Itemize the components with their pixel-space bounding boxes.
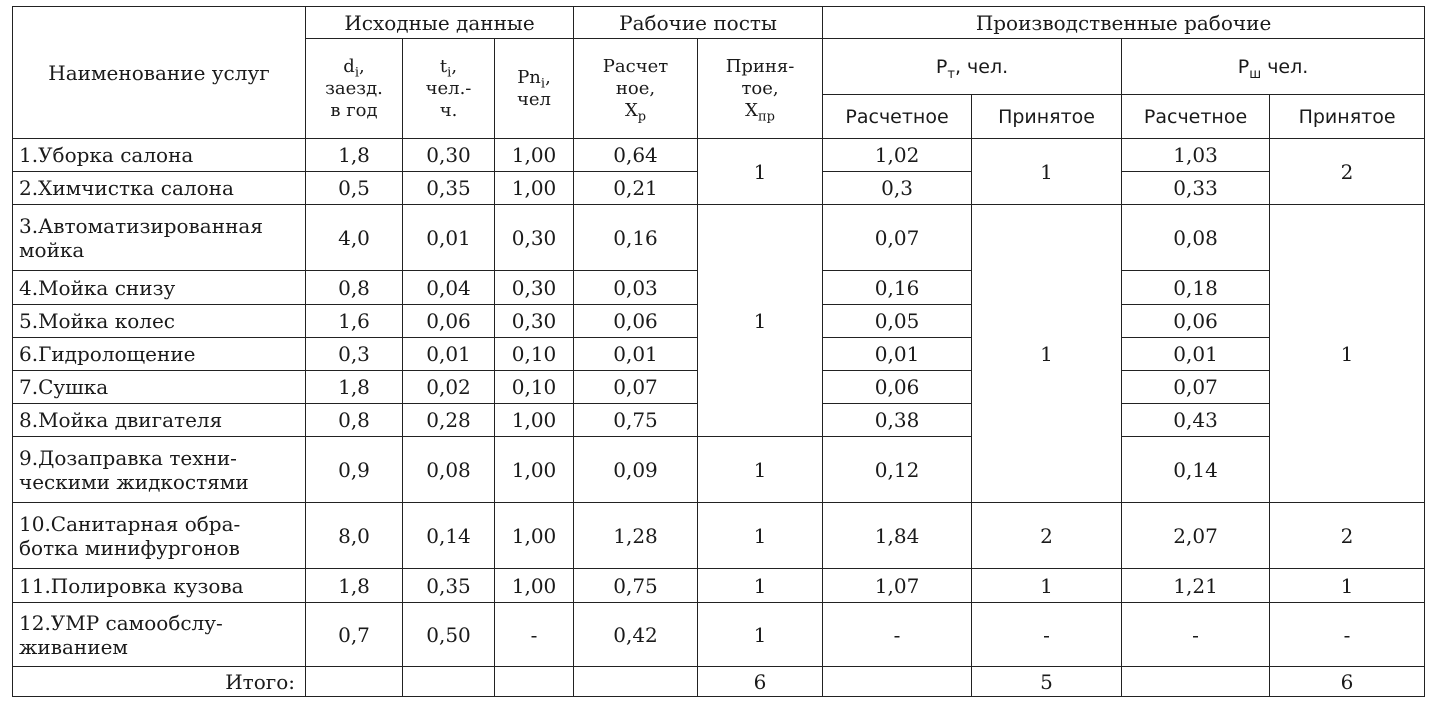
service-name: 8.Мойка двигателя: [13, 404, 306, 437]
cell-xp: 0,01: [574, 338, 698, 371]
cell-xpr-merged: 1: [698, 139, 823, 205]
cell-pt-calc: 0,05: [823, 305, 972, 338]
table-row: [13, 205, 1425, 271]
cell-pni: 0,30: [495, 305, 574, 338]
total-label: Итого:: [13, 667, 306, 697]
cell-pt-acc: -: [972, 603, 1122, 667]
cell-psh-calc: 0,18: [1122, 271, 1270, 305]
total-cell-pni: [495, 667, 574, 697]
total-cell-di: [306, 667, 403, 697]
cell-xpr-merged: 1: [698, 205, 823, 437]
cell-di: 0,8: [306, 404, 403, 437]
cell-xpr: 1: [698, 603, 823, 667]
services-table: [12, 6, 1425, 697]
cell-xpr: 1: [698, 569, 823, 603]
service-name: 3.Автоматизированная мойка: [13, 205, 306, 271]
service-name: 7.Сушка: [13, 371, 306, 404]
cell-pni: 1,00: [495, 404, 574, 437]
cell-pni: 0,30: [495, 205, 574, 271]
service-name: 11.Полировка кузова: [13, 569, 306, 603]
cell-xp: 0,75: [574, 569, 698, 603]
header-di: $d_i$, заезд. в год: [306, 39, 403, 139]
cell-di: 0,7: [306, 603, 403, 667]
cell-ti: 0,04: [403, 271, 495, 305]
cell-ti: 0,08: [403, 437, 495, 503]
total-psh-acc: 6: [1270, 667, 1425, 697]
cell-psh-acc-merged: 1: [1270, 205, 1425, 503]
cell-di: 0,3: [306, 338, 403, 371]
cell-pt-acc: 2: [972, 503, 1122, 569]
cell-psh-calc: 2,07: [1122, 503, 1270, 569]
cell-pni: 1,00: [495, 172, 574, 205]
cell-xpr: 1: [698, 437, 823, 503]
table-row: [13, 437, 1425, 503]
header-pni: $Pn_i$, чел: [495, 39, 574, 139]
cell-di: 1,8: [306, 139, 403, 172]
cell-di: 1,8: [306, 371, 403, 404]
header-ti: $t_i$, чел.- ч.: [403, 39, 495, 139]
cell-ti: 0,06: [403, 305, 495, 338]
header-source-data: Исходные данные: [306, 7, 574, 39]
header-psh-calculated: Расчетное: [1122, 95, 1270, 139]
table-row: [13, 139, 1425, 172]
cell-xp: 0,16: [574, 205, 698, 271]
table-row: [13, 503, 1425, 569]
cell-xp: 0,75: [574, 404, 698, 437]
header-pt-accepted: Принятое: [972, 95, 1122, 139]
cell-xp: 0,03: [574, 271, 698, 305]
cell-psh-calc: -: [1122, 603, 1270, 667]
cell-psh-calc: 1,03: [1122, 139, 1270, 172]
cell-pt-calc: 0,06: [823, 371, 972, 404]
cell-ti: 0,30: [403, 139, 495, 172]
table-row: [13, 603, 1425, 667]
total-xpr: 6: [698, 667, 823, 697]
cell-psh-calc: 0,07: [1122, 371, 1270, 404]
service-name: 1.Уборка салона: [13, 139, 306, 172]
cell-xp: 0,06: [574, 305, 698, 338]
cell-di: 1,6: [306, 305, 403, 338]
cell-pt-acc-merged: 1: [972, 139, 1122, 205]
total-cell-psh-calc: [1122, 667, 1270, 697]
cell-ti: 0,14: [403, 503, 495, 569]
cell-pt-calc: 0,3: [823, 172, 972, 205]
cell-pni: 1,00: [495, 503, 574, 569]
cell-pt-calc: 0,12: [823, 437, 972, 503]
cell-pt-calc: 1,02: [823, 139, 972, 172]
total-pt-acc: 5: [972, 667, 1122, 697]
cell-pni: 1,00: [495, 437, 574, 503]
service-name: 5.Мойка колес: [13, 305, 306, 338]
table-row: [13, 569, 1425, 603]
cell-pt-calc: 1,84: [823, 503, 972, 569]
cell-pni: 1,00: [495, 139, 574, 172]
cell-di: 0,5: [306, 172, 403, 205]
cell-psh-acc: -: [1270, 603, 1425, 667]
service-name: 12.УМР самообслу- живанием: [13, 603, 306, 667]
cell-psh-calc: 0,33: [1122, 172, 1270, 205]
cell-psh-calc: 0,08: [1122, 205, 1270, 271]
cell-psh-calc: 1,21: [1122, 569, 1270, 603]
cell-di: 4,0: [306, 205, 403, 271]
service-name: 2.Химчистка салона: [13, 172, 306, 205]
header-pt-calculated: Расчетное: [823, 95, 972, 139]
header-production-workers: Производственные рабочие: [823, 7, 1425, 39]
cell-xpr: 1: [698, 503, 823, 569]
cell-pt-calc: 0,07: [823, 205, 972, 271]
total-row: [13, 667, 1425, 697]
cell-ti: 0,50: [403, 603, 495, 667]
cell-pni: 0,10: [495, 371, 574, 404]
cell-pt-calc: 0,16: [823, 271, 972, 305]
cell-psh-acc-merged: 2: [1270, 139, 1425, 205]
service-name: 6.Гидролощение: [13, 338, 306, 371]
cell-pt-acc-merged: 1: [972, 205, 1122, 503]
cell-ti: 0,01: [403, 338, 495, 371]
header-psh-workers: $P_ш$ чел.: [1122, 39, 1425, 95]
cell-xp: 0,09: [574, 437, 698, 503]
cell-xp: 0,07: [574, 371, 698, 404]
service-name: 9.Дозаправка техни- ческими жидкостями: [13, 437, 306, 503]
cell-di: 0,8: [306, 271, 403, 305]
cell-psh-acc: 1: [1270, 569, 1425, 603]
cell-pt-calc: 1,07: [823, 569, 972, 603]
total-cell-ti: [403, 667, 495, 697]
cell-pni: 0,10: [495, 338, 574, 371]
cell-ti: 0,35: [403, 172, 495, 205]
header-work-posts: Рабочие посты: [574, 7, 823, 39]
cell-xp: 0,64: [574, 139, 698, 172]
cell-di: 1,8: [306, 569, 403, 603]
cell-ti: 0,02: [403, 371, 495, 404]
cell-pni: 0,30: [495, 271, 574, 305]
cell-pt-calc: -: [823, 603, 972, 667]
cell-psh-calc: 0,14: [1122, 437, 1270, 503]
header-pt-workers: $P_т$, чел.: [823, 39, 1122, 95]
header-row-groups: [13, 7, 1425, 39]
cell-pni: -: [495, 603, 574, 667]
cell-pni: 1,00: [495, 569, 574, 603]
cell-ti: 0,01: [403, 205, 495, 271]
cell-xp: 0,42: [574, 603, 698, 667]
header-service-name: Наименование услуг: [13, 7, 306, 139]
cell-di: 0,9: [306, 437, 403, 503]
cell-ti: 0,35: [403, 569, 495, 603]
header-calc-posts: Расчет ное, $X_p$: [574, 39, 698, 139]
cell-psh-calc: 0,43: [1122, 404, 1270, 437]
cell-xp: 1,28: [574, 503, 698, 569]
total-cell-xp: [574, 667, 698, 697]
cell-psh-calc: 0,01: [1122, 338, 1270, 371]
service-name: 10.Санитарная обра- ботка минифургонов: [13, 503, 306, 569]
cell-pt-acc: 1: [972, 569, 1122, 603]
cell-psh-acc: 2: [1270, 503, 1425, 569]
cell-psh-calc: 0,06: [1122, 305, 1270, 338]
cell-xp: 0,21: [574, 172, 698, 205]
total-cell-pt-calc: [823, 667, 972, 697]
header-accepted-posts: Приня- тое, $X_{пр}$: [698, 39, 823, 139]
cell-pt-calc: 0,38: [823, 404, 972, 437]
cell-pt-calc: 0,01: [823, 338, 972, 371]
services-table-document: [12, 6, 1424, 696]
cell-di: 8,0: [306, 503, 403, 569]
service-name: 4.Мойка снизу: [13, 271, 306, 305]
header-psh-accepted: Принятое: [1270, 95, 1425, 139]
cell-ti: 0,28: [403, 404, 495, 437]
